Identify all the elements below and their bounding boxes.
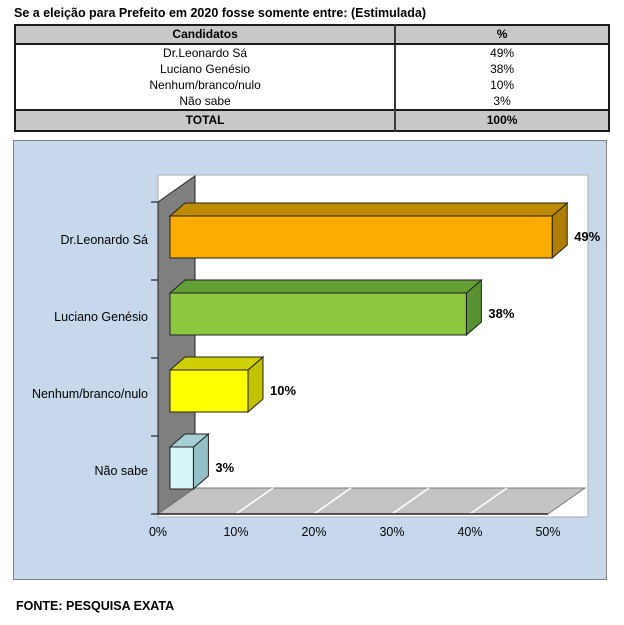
- bar-value-label: 10%: [270, 383, 297, 398]
- bar-value-label: 49%: [574, 229, 601, 244]
- bar-value-label: 3%: [215, 460, 235, 475]
- category-label: Não sabe: [94, 464, 148, 478]
- bar-value-label: 38%: [488, 306, 515, 321]
- bar-chart-area: [13, 140, 607, 580]
- total-value-cell: 100%: [395, 110, 609, 131]
- bar-top-face: [170, 203, 567, 216]
- bar-front-face: [170, 216, 552, 258]
- table-body: [15, 44, 609, 110]
- bar-front-face: [170, 293, 466, 335]
- percent-cell: 3%: [493, 94, 511, 108]
- table-total-row: [15, 110, 609, 131]
- table-row: [15, 77, 609, 93]
- bar-top-face: [170, 280, 481, 293]
- candidate-cell: Dr.Leonardo Sá: [15, 44, 395, 61]
- candidate-cell: Nenhum/branco/nulo: [15, 77, 395, 93]
- bar-top-face: [170, 357, 263, 370]
- percent-column-header: %: [395, 25, 609, 44]
- x-tick-label: 10%: [223, 525, 249, 539]
- table-row: [15, 44, 609, 61]
- percent-cell: 49%: [490, 46, 515, 60]
- source-note: FONTE: PESQUISA EXATA: [16, 599, 175, 613]
- x-tick-label: 20%: [301, 525, 327, 539]
- bar-chart-svg: [13, 140, 607, 580]
- category-label: Luciano Genésio: [54, 310, 148, 324]
- table-row: [15, 93, 609, 110]
- x-tick-label: 40%: [457, 525, 483, 539]
- candidate-cell: Não sabe: [15, 93, 395, 110]
- x-tick-label: 30%: [379, 525, 405, 539]
- category-label: Dr.Leonardo Sá: [60, 233, 148, 247]
- percent-cell: 10%: [490, 78, 515, 92]
- candidates-column-header: Candidatos: [15, 25, 395, 44]
- category-label: Nenhum/branco/nulo: [31, 387, 148, 401]
- results-table: [14, 24, 610, 132]
- floor-3d: [158, 488, 585, 514]
- x-tick-label: 50%: [535, 525, 561, 539]
- percent-cell: 38%: [490, 62, 515, 76]
- bar-front-face: [170, 370, 248, 412]
- table-row: [15, 61, 609, 77]
- page-title: Se a eleição para Prefeito em 2020 fosse somente entre: (Estimulada): [14, 6, 426, 20]
- table-header-row: [15, 25, 609, 44]
- bar-front-face: [170, 447, 193, 489]
- candidate-cell: Luciano Genésio: [15, 61, 395, 77]
- total-label-cell: TOTAL: [15, 110, 395, 131]
- x-tick-label: 0%: [148, 525, 168, 539]
